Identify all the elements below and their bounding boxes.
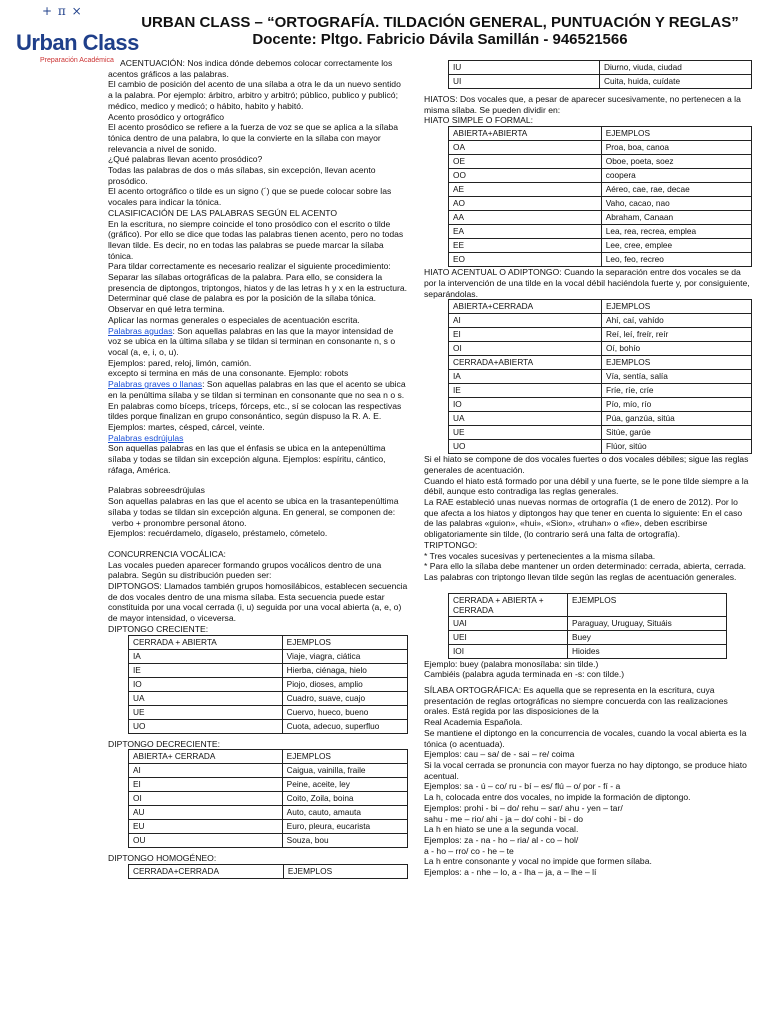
paragraph: La h entre consonante y vocal no impide que formen sílaba. (424, 856, 652, 867)
subheading: TRIPTONGO: (424, 539, 478, 550)
paragraph: verbo + pronombre personal átono. (112, 517, 247, 528)
table-row (129, 764, 408, 778)
paragraph: HIATO ACENTUAL O ADIPTONGO: Cuando la separación entre dos vocales se da por la intervención de una tilde en la vocal débil haciéndola fuerte y, por consiguiente, separándolas. (424, 267, 750, 299)
examples-cell: Vía, sentía, salía (602, 370, 752, 384)
paragraph: Real Academia Española. (424, 717, 523, 728)
examples-cell: Ahí, caí, vahído (602, 314, 752, 328)
paragraph: Ejemplos: cau – sa/ de - sai – re/ coima (424, 749, 575, 760)
graves-text: : Son aquellas palabras en las que el acento se ubica en la penúltima sílaba y se tildan si terminan en consonante que no sea n o s. En palabras como bíceps, tríceps, fórceps, etc., sí se colocan las respectivas tildes porque finalizan en grupo consonántico, según dispuso la R. A. E. Ejemplos: martes, césped, cárcel, veinte. (108, 379, 406, 432)
examples-cell: Abraham, Canaan (601, 211, 751, 225)
paragraph: Las palabras con triptongo llevan tilde según las reglas de acentuación generales. (424, 571, 737, 582)
table-row (449, 300, 752, 314)
paragraph: Se mantiene el diptongo en la concurrencia de vocales, cuando la vocal abierta es la tónica (o acentuada). (424, 727, 747, 749)
vowel-group-cell: UAI (449, 616, 568, 630)
paragraph: Ejemplos: recuérdamelo, dígaselo, préstamelo, cómetelo. (108, 528, 328, 539)
table-row (449, 616, 727, 630)
vowel-group-cell: UI (449, 75, 600, 89)
agudas-link[interactable]: Palabras agudas (108, 325, 173, 336)
paragraph: Aplicar las normas generales o especiales de acentuación escrita. (108, 314, 360, 325)
vowel-group-cell: IA (129, 649, 283, 663)
examples-cell: Buey (568, 630, 727, 644)
examples-cell: Euro, pleura, eucarista (282, 820, 407, 834)
table-row (129, 864, 408, 878)
examples-cell: Piojo, dioses, amplio (282, 677, 407, 691)
paragraph: Ejemplos: sa - ú – co/ ru - bí – es/ flú – o/ por - fí - a (424, 781, 621, 792)
vowel-group-cell: EI (129, 778, 283, 792)
table-diptongo-decreciente (128, 749, 408, 848)
examples-cell: Lea, rea, recrea, emplea (601, 225, 751, 239)
examples-cell: Souza, bou (282, 834, 407, 848)
table-diptongo-creciente (128, 635, 408, 734)
examples-cell: Flúor, sitúo (602, 440, 752, 454)
document-teacher: Docente: Pltgo. Fabricio Dávila Samillán - 946521566 (252, 31, 628, 48)
paragraph: Observar en qué letra termina. (108, 304, 225, 315)
subheading: DIPTONGO CRECIENTE: (108, 623, 209, 634)
paragraph: Ejemplos: a - nhe – lo, a - lha – ja, a – lhe – lí (424, 867, 597, 878)
esdrujulas-heading (108, 433, 408, 444)
table-row (449, 169, 752, 183)
examples-cell: Cuita, huida, cuídate (599, 75, 751, 89)
vowel-group-cell: EI (449, 328, 602, 342)
examples-cell: coopera (601, 169, 751, 183)
examples-cell: Peine, aceite, ley (282, 778, 407, 792)
table-diptongo-homogeneo-cont (448, 60, 752, 89)
table-row (449, 155, 752, 169)
paragraph: En la escritura, no siempre coincide el tono prosódico con el escrito o tilde (gráfico). Por ello se dice que todas las palabras tienen acento, pero no todas llevan tilde. Es decir, no en todas las palabras se puede marcar la sílaba tónica. (108, 218, 404, 261)
examples-cell: Cuota, adecuo, superfluo (282, 719, 407, 733)
paragraph: a - ho – rro/ co - he – te (424, 845, 514, 856)
table-row (449, 75, 752, 89)
table-row (129, 806, 408, 820)
examples-cell: Fríe, ríe, críe (602, 384, 752, 398)
document-title: URBAN CLASS – “ORTOGRAFÍA. TILDACIÓN GENERAL, PUNTUACIÓN Y REGLAS” (141, 14, 739, 31)
subheading: CONCURRENCIA VOCÁLICA: (108, 548, 226, 559)
examples-cell: Oí, bohío (602, 342, 752, 356)
examples-cell: Púa, ganzúa, sitúa (602, 412, 752, 426)
table-row (129, 649, 408, 663)
graves-link[interactable]: Palabras graves o llanas (108, 379, 203, 390)
examples-cell: EJEMPLOS (602, 356, 752, 370)
agudas-paragraph (108, 326, 408, 358)
vowel-group-cell: AO (449, 197, 602, 211)
vowel-group-cell: ABIERTA+ABIERTA (449, 127, 602, 141)
table-row (449, 412, 752, 426)
paragraph: La RAE estableció unas nuevas normas de ortografía (1 de enero de 2012). Por lo que afecta a los hiatos y diptongos hay que tener en cuenta lo siguiente: En el caso de las palabras «guion», «hui», «Sion», «truhan» o «fie», deben escribirse obligatoriamente sin tilde, (lo contrario será una falta de ortografía). (424, 497, 743, 540)
table-row (129, 677, 408, 691)
examples-cell: Hioides (568, 644, 727, 658)
paragraph: Ejemplos: za - na - ho – ria/ al - co – hol/ (424, 834, 579, 845)
paragraph: ¿Qué palabras llevan acento prosódico? (108, 154, 263, 165)
vowel-group-cell: ABIERTA+CERRADA (449, 300, 602, 314)
vowel-group-cell: AE (449, 183, 602, 197)
table-row (449, 127, 752, 141)
table-row (449, 239, 752, 253)
paragraph: Todas las palabras de dos o más sílabas, sin excepción, llevan acento prosódico. (108, 165, 376, 186)
vowel-group-cell: EU (129, 820, 283, 834)
vowel-group-cell: UE (129, 705, 283, 719)
table-row (129, 834, 408, 848)
vowel-group-cell: EO (449, 253, 602, 267)
vowel-group-cell: CERRADA+ABIERTA (449, 356, 602, 370)
paragraph: Ejemplos: prohi - bi – do/ rehu – sar/ ahu - yen – tar/ (424, 802, 623, 813)
paragraph: El cambio de posición del acento de una sílaba a otra le da un nuevo sentido a la palabra. Por ejemplo: árbitro, arbitro y arbitró; público, publico y publicó; médico, medico y medicó; o hábito, habito y habitó. (108, 79, 401, 111)
paragraph: Separar las sílabas ortográficas de la palabra. Para ello, se considera la presencia de diptongos, triptongos, hiatos y de las letras h y x en la estructura. (108, 272, 408, 293)
paragraph: Son aquellas palabras en las que el énfasis se ubica en la antepenúltima sílaba y todas se tildan sin excepción alguna. Ejemplos: espíritu, cántico, ráfaga, América. (108, 443, 386, 475)
logo-tagline: Preparación Académica (40, 57, 114, 64)
table-row (449, 593, 727, 616)
subheading: CLASIFICACIÓN DE LAS PALABRAS SEGÚN EL ACENTO (108, 207, 338, 218)
vowel-group-cell: IE (129, 663, 283, 677)
subheading: DIPTONGO DECRECIENTE: (108, 738, 221, 749)
paragraph: Determinar qué clase de palabra es por la posición de la sílaba tónica. (108, 293, 376, 304)
examples-cell: Aéreo, cae, rae, decae (601, 183, 751, 197)
subheading: Palabras sobreesdrújulas (108, 485, 205, 496)
vowel-group-cell: ABIERTA+ CERRADA (129, 750, 283, 764)
vowel-group-cell: IE (449, 384, 602, 398)
paragraph: * Para ello la sílaba debe mantener un orden determinado: cerrada, abierta, cerrada. (424, 561, 746, 572)
examples-cell: EJEMPLOS (283, 864, 407, 878)
table-row (129, 820, 408, 834)
document-header (120, 14, 760, 48)
vowel-group-cell: IO (129, 677, 283, 691)
examples-cell: EJEMPLOS (601, 127, 751, 141)
paragraph: Ejemplos: pared, reloj, limón, camión. (108, 357, 252, 368)
vowel-group-cell: CERRADA + ABIERTA (129, 635, 283, 649)
examples-cell: Diurno, viuda, ciudad (599, 61, 751, 75)
paragraph: La h, colocada entre dos vocales, no impide la formación de diptongo. (424, 792, 691, 803)
table-row (449, 342, 752, 356)
paragraph: La h en hiato se une a la segunda vocal. (424, 824, 579, 835)
agudas-text: : Son aquellas palabras en las que la mayor intensidad de voz se ubica en la última sílaba y se tildan si terminan en consonante n, s o vocal (a, e, i, o, u). (108, 325, 396, 357)
graves-paragraph (108, 379, 408, 433)
vowel-group-cell: AU (129, 806, 283, 820)
table-row (129, 792, 408, 806)
vowel-group-cell: EE (449, 239, 602, 253)
examples-cell: Coito, Zoila, boina (282, 792, 407, 806)
table-row (449, 253, 752, 267)
paragraph: sahu - me – rio/ ahi - ja – do/ cohi - bi - do (424, 813, 584, 824)
examples-cell: Caigua, vainilla, fraile (282, 764, 407, 778)
table-row (449, 398, 752, 412)
examples-cell: Vaho, cacao, nao (601, 197, 751, 211)
examples-cell: Proa, boa, canoa (601, 141, 751, 155)
examples-cell: Reí, leí, freír, reír (602, 328, 752, 342)
logo-brand-name: Urban Class (16, 30, 139, 55)
vowel-group-cell: AA (449, 211, 602, 225)
examples-cell: Auto, cauto, amauta (282, 806, 407, 820)
table-row (129, 635, 408, 649)
table-row (449, 328, 752, 342)
table-diptongo-homogeneo (128, 864, 408, 879)
examples-cell: Hierba, ciénaga, hielo (282, 663, 407, 677)
vowel-group-cell: CERRADA + ABIERTA + CERRADA (449, 593, 568, 616)
vowel-group-cell: OA (449, 141, 602, 155)
paragraph: excepto si termina en más de una consonante. Ejemplo: robots (108, 368, 349, 379)
table-row (449, 426, 752, 440)
paragraph: * Tres vocales sucesivas y pertenecientes a la misma sílaba. (424, 550, 656, 561)
table-row (129, 778, 408, 792)
table-row (129, 719, 408, 733)
vowel-group-cell: OO (449, 169, 602, 183)
examples-cell: Viaje, viagra, ciática (282, 649, 407, 663)
vowel-group-cell: IO (449, 398, 602, 412)
vowel-group-cell: AI (129, 764, 283, 778)
subheading: HIATO SIMPLE O FORMAL: (424, 115, 534, 126)
vowel-group-cell: UO (129, 719, 283, 733)
vowel-group-cell: CERRADA+CERRADA (129, 864, 284, 878)
paragraph: Son aquellas palabras en las que el acento se ubica en la trasantepenúltima sílaba y todas se tildan sin excepción alguna. En general, se componen de: (108, 496, 399, 517)
table-row (129, 750, 408, 764)
paragraph: Ejemplo: buey (palabra monosílaba: sin tilde.) (424, 658, 599, 669)
table-row (129, 705, 408, 719)
paragraph: HIATOS: Dos vocales que, a pesar de aparecer sucesivamente, no pertenecen a la misma sílaba. Se pueden dividir en: (424, 94, 741, 115)
paragraph: El acento prosódico se refiere a la fuerza de voz se que se aplica a la sílaba tónica dentro de una palabra, lo que la convierte en la sílaba con mayor relevancia a nivel de sonido. (108, 122, 398, 154)
table-row (129, 691, 408, 705)
table-row (449, 370, 752, 384)
vowel-group-cell: OU (129, 834, 283, 848)
table-row (449, 356, 752, 370)
paragraph: Si el hiato se compone de dos vocales fuertes o dos vocales débiles; sigue las reglas generales de acentuación. (424, 454, 749, 475)
table-row (449, 141, 752, 155)
table-row (449, 197, 752, 211)
examples-cell: Oboe, poeta, soez (601, 155, 751, 169)
paragraph: DIPTONGOS: Llamados también grupos homosilábicos, establecen secuencia de dos vocales dentro de una misma sílaba. Esta secuencia puede estar constituida por una vocal cerrada (i, u) seguida por una vocal abierta (a, e, o) de mayor intensidad, o viceversa. (108, 581, 408, 624)
table-row (449, 211, 752, 225)
examples-cell: EJEMPLOS (282, 750, 407, 764)
table-hiato-simple (448, 126, 752, 267)
examples-cell: Sitúe, garúe (602, 426, 752, 440)
examples-cell: EJEMPLOS (282, 635, 407, 649)
paragraph: Cuando el hiato está formado por una débil y una fuerte, se le pone tilde siempre a la débil, aunque esto contradiga las reglas generales. (424, 475, 749, 497)
examples-cell: Pío, mío, río (602, 398, 752, 412)
vowel-group-cell: IA (449, 370, 602, 384)
examples-cell: EJEMPLOS (568, 593, 727, 616)
subheading: Acento prosódico y ortográfico (108, 111, 225, 122)
paragraph: Cambiéis (palabra aguda terminada en -s: con tilde.) (424, 669, 625, 680)
examples-cell: EJEMPLOS (602, 300, 752, 314)
vowel-group-cell: OE (449, 155, 602, 169)
table-row (449, 630, 727, 644)
table-row (449, 440, 752, 454)
logo (14, 4, 139, 66)
right-column (424, 60, 752, 878)
examples-cell: Cuadro, suave, cuajo (282, 691, 407, 705)
vowel-group-cell: UO (449, 440, 602, 454)
vowel-group-cell: UE (449, 426, 602, 440)
vowel-group-cell: AI (449, 314, 602, 328)
paragraph: Si la vocal cerrada se pronuncia con mayor fuerza no hay diptongo, se produce hiato acentual. (424, 759, 747, 781)
vowel-group-cell: UA (449, 412, 602, 426)
table-row (449, 61, 752, 75)
table-hiato-acentual (448, 299, 752, 454)
vowel-group-cell: IOI (449, 644, 568, 658)
table-row (449, 314, 752, 328)
table-row (449, 644, 727, 658)
table-row (449, 384, 752, 398)
acentuacion-intro: ACENTUACIÓN: Nos indica dónde debemos colocar correctamente los acentos gráficos a las palabras. (108, 58, 393, 79)
vowel-group-cell: UEI (449, 630, 568, 644)
table-row (129, 663, 408, 677)
paragraph: SÍLABA ORTOGRÁFICA: Es aquella que se representa en la escritura, cuya presentación de reglas ortográficas no siempre concuerda con las realizaciones orales. Está regida por las disposiciones de la (424, 685, 728, 717)
examples-cell: Cuervo, hueco, bueno (282, 705, 407, 719)
subheading: DIPTONGO HOMOGÉNEO: (108, 853, 217, 864)
vowel-group-cell: OI (129, 792, 283, 806)
examples-cell: Paraguay, Uruguay, Situáis (568, 616, 727, 630)
table-row (449, 225, 752, 239)
paragraph: Las vocales pueden aparecer formando grupos vocálicos dentro de una palabra. Según su distribución pueden ser: (108, 559, 382, 581)
vowel-group-cell: EA (449, 225, 602, 239)
table-triptongo (448, 593, 727, 659)
paragraph: Para tildar correctamente es necesario realizar el siguiente procedimiento: (108, 261, 391, 272)
vowel-group-cell: OI (449, 342, 602, 356)
esdrujulas-link[interactable]: Palabras esdrújulas (108, 432, 184, 443)
left-column (108, 58, 408, 879)
paragraph: El acento ortográfico o tilde es un signo (´) que se puede colocar sobre las vocales para indicar la tónica. (108, 186, 392, 208)
logo-math-symbols: + π × (42, 4, 83, 18)
vowel-group-cell: IU (449, 61, 600, 75)
examples-cell: Leo, feo, recreo (601, 253, 751, 267)
examples-cell: Lee, cree, emplee (601, 239, 751, 253)
vowel-group-cell: UA (129, 691, 283, 705)
table-row (449, 183, 752, 197)
